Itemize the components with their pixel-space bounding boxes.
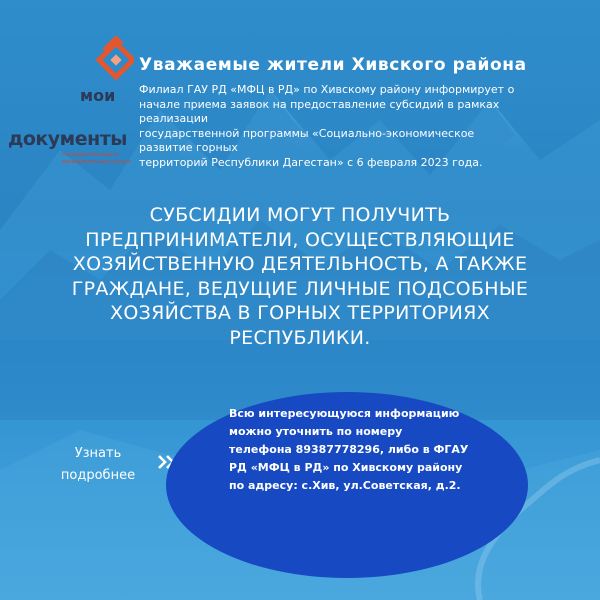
headline-line: РЕСПУБЛИКИ. (229, 326, 371, 349)
headline-line: ГРАЖДАНЕ, ВЕДУЩИЕ ЛИЧНЫЕ ПОДСОБНЫЕ (71, 277, 529, 300)
contact-line: телефона 89387778296, либо в ФГАУ (229, 443, 469, 456)
headline-line: ХОЗЯЙСТВЕННУЮ ДЕЯТЕЛЬНОСТЬ, А ТАКЖЕ (72, 253, 528, 275)
intro-line: начале приема заявок на предоставление субсидий в рамках (139, 97, 500, 111)
intro-text (139, 83, 559, 170)
mfc-logo (4, 36, 134, 166)
learn-more-line1: Узнать (74, 446, 122, 461)
headline-line: ХОЗЯЙСТВА В ГОРНЫХ ТЕРРИТОРИЯХ (110, 302, 490, 324)
headline (30, 203, 570, 350)
logo-tagline: государственные и муниципальные услуги (62, 152, 131, 166)
contact-line: Всю интересующуюся информацию (229, 407, 460, 420)
intro-line: государственной программы «Социально-экономическое (139, 126, 475, 140)
learn-more-line2: подробнее (60, 468, 136, 483)
contact-line: по адресу: с.Хив, ул.Советская, д.2. (229, 479, 461, 492)
logo-text-line2: документы (8, 128, 127, 150)
intro-line: Филиал ГАУ РД «МФЦ в РД» по Хивскому району информирует о (139, 83, 515, 96)
intro-line: развитие горных (139, 141, 238, 154)
headline-line: ПРЕДПРИНИМАТЕЛИ, ОСУЩЕСТВЛЯЮЩИЕ (85, 228, 515, 251)
contact-line: можно уточнить по номеру (229, 425, 403, 438)
page-title: Уважаемые жители Хивского района (139, 55, 527, 75)
intro-line: территорий Республики Дагестан» с 6 февраля 2023 года. (139, 155, 483, 169)
logo-text-line1: мои (80, 86, 116, 105)
contact-info (229, 405, 519, 495)
contact-line: РД «МФЦ в РД» по Хивскому району (229, 461, 463, 474)
headline-line: СУБСИДИИ МОГУТ ПОЛУЧИТЬ (149, 204, 451, 226)
learn-more-link[interactable] (48, 443, 148, 487)
intro-line: реализации (139, 112, 209, 125)
